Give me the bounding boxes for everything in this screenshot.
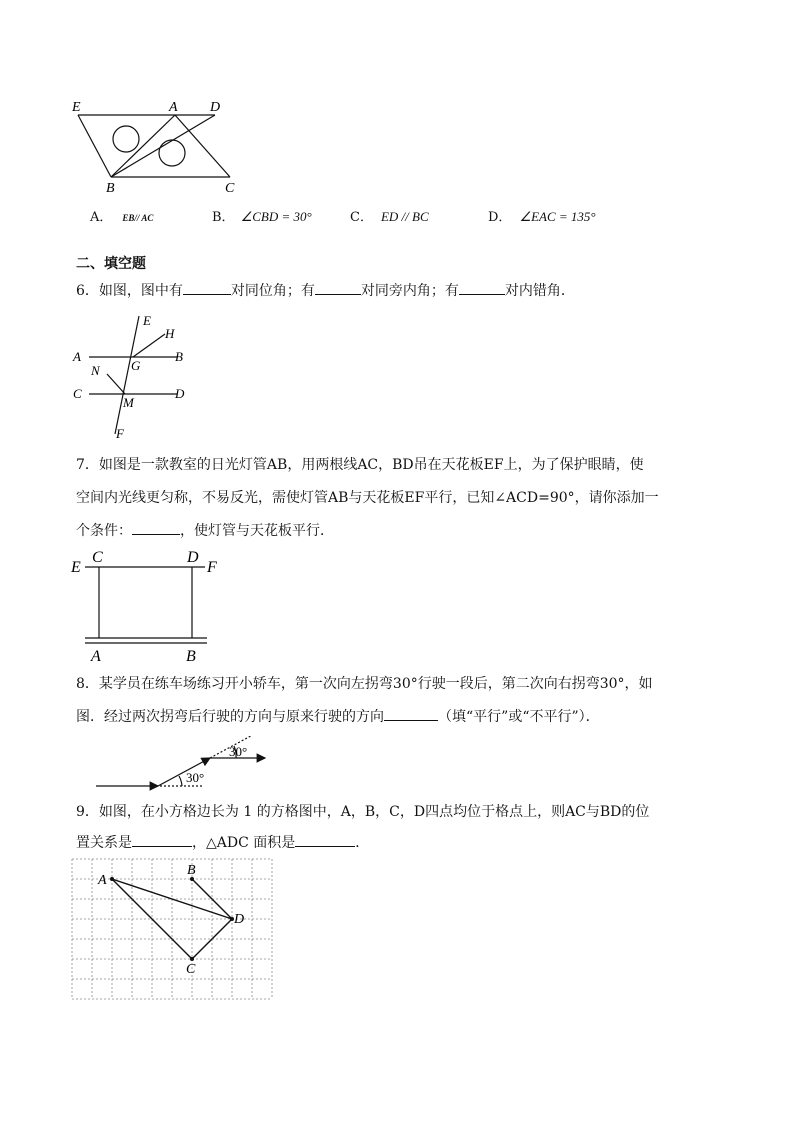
label-b: B xyxy=(186,648,196,664)
q6-number: 6． xyxy=(76,283,99,299)
label-h: H xyxy=(165,326,175,341)
q6-blank-2[interactable] xyxy=(315,280,361,295)
q7-line-2: 空间内光线更匀称，不易反光，需使灯管AB与天花板EF平行，已知∠ACD=90°，请你添加一 xyxy=(76,490,659,506)
label-f: F xyxy=(116,426,124,441)
label-d: D xyxy=(187,549,199,566)
angle-arc-bottom xyxy=(179,776,182,786)
q5-option-b[interactable]: B． ∠CBD = 30° xyxy=(212,209,312,225)
label-c: C xyxy=(73,386,82,401)
label-d: D xyxy=(175,386,185,401)
line-bd xyxy=(111,115,215,177)
q6-text: 6．如图，图中有 对同位角；有 对同旁内角；有 对内错角． xyxy=(76,280,575,301)
point-a xyxy=(110,877,114,881)
label-e: E xyxy=(143,313,151,328)
label-g: G xyxy=(131,358,141,373)
point-c xyxy=(190,957,194,961)
label-d: D xyxy=(234,912,245,927)
q8-line-1: 8．某学员在练车场练习开小轿车，第一次向左拐弯30°行驶一段后，第二次向右拐弯30°，如 xyxy=(76,676,653,692)
label-f: F xyxy=(207,559,217,576)
q9-grid-figure xyxy=(70,855,274,1001)
q9-line-2: 置关系是 ，△ADC 面积是 ． xyxy=(76,832,369,853)
angle-label-bottom: 30° xyxy=(186,770,205,785)
circle-right xyxy=(159,140,185,166)
label-c: C xyxy=(186,962,196,977)
label-n: N xyxy=(91,363,100,378)
q7-line-1: 7．如图是一款教室的日光灯管AB，用两根线AC，BD吊在天花板EF上，为了保护眼睛，使 xyxy=(76,457,644,473)
section-title: 二、填空题 xyxy=(76,256,146,272)
q5-option-d[interactable]: D． ∠EAC = 135° xyxy=(488,209,596,225)
label-d: D xyxy=(210,100,221,115)
q6-figure xyxy=(65,310,205,445)
label-c: C xyxy=(225,181,235,196)
q7-blank[interactable] xyxy=(132,520,180,535)
line-nm xyxy=(107,374,125,394)
q9-number: 9． xyxy=(76,804,99,820)
q6-blank-1[interactable] xyxy=(183,280,231,295)
q8-figure xyxy=(90,736,280,792)
q7-number: 7． xyxy=(76,457,99,473)
q9-blank-1[interactable] xyxy=(132,832,192,847)
label-a: A xyxy=(73,349,81,364)
label-b: B xyxy=(175,349,183,364)
label-a: A xyxy=(91,648,101,664)
q8-blank[interactable] xyxy=(384,706,438,721)
label-a: A xyxy=(98,873,107,888)
q9-blank-2[interactable] xyxy=(295,832,355,847)
label-c: C xyxy=(92,549,103,566)
angle-label-top: 30° xyxy=(229,744,248,759)
label-e: E xyxy=(71,559,81,576)
label-m: M xyxy=(123,395,134,410)
q9-line-1: 9．如图，在小方格边长为 1 的方格图中，A，B，C，D四点均位于格点上，则AC与BD的位 xyxy=(76,804,650,820)
q8-number: 8． xyxy=(76,676,99,692)
line-gh xyxy=(133,334,165,357)
q5-option-a[interactable]: A． EB// AC xyxy=(90,210,154,225)
q8-line-2: 图．经过两次拐弯后行驶的方向与原来行驶的方向 （填“平行”或“不平行”）． xyxy=(76,706,600,727)
label-b: B xyxy=(187,863,196,878)
label-a: A xyxy=(169,100,178,115)
label-b: B xyxy=(106,181,115,196)
q5-option-c[interactable]: C． ED // BC xyxy=(350,209,429,225)
line-eb xyxy=(78,115,111,177)
circle-left xyxy=(113,126,139,152)
q6-blank-3[interactable] xyxy=(459,280,505,295)
q7-line-3: 个条件： ，使灯管与天花板平行． xyxy=(76,520,334,541)
q7-figure xyxy=(65,546,235,664)
label-e: E xyxy=(72,100,81,115)
line-ef xyxy=(115,316,139,434)
q5-figure xyxy=(60,95,260,200)
line-ab xyxy=(111,115,175,177)
